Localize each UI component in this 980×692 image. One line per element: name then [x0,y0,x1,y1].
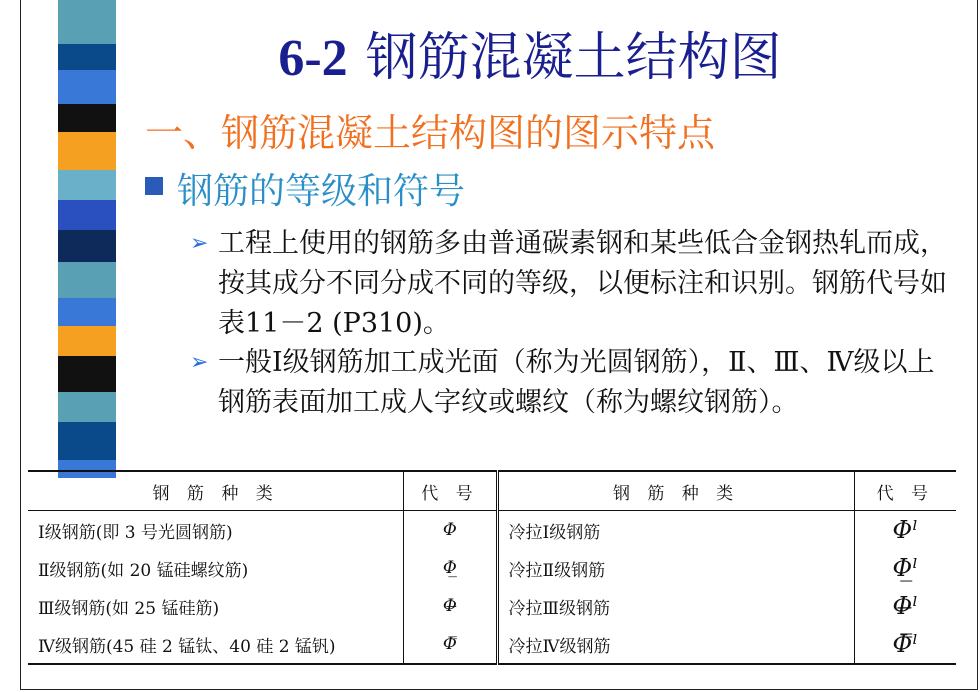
square-bullet-icon [145,177,163,195]
table-row [28,587,956,625]
subsection-heading-text: 钢筋的等级和符号 [177,171,466,212]
bullet-text: 一般Ⅰ级钢筋加工成光面（称为光圆钢筋），Ⅱ、Ⅲ、Ⅳ级以上钢筋表面加工成人字纹或螺纹（称为螺纹钢筋）。 [218,347,935,418]
rebar-table [28,470,956,665]
table-cell: Φˡ [892,516,919,544]
title-number: 6-2 [278,30,348,87]
arrow-bullet-icon: ➢ [190,350,209,375]
bullet-item [190,343,950,423]
table-header: 钢 筋 种 类 [28,471,404,511]
title-text: 钢筋混凝土结构图 [365,28,782,88]
table-cell: Φ̲ [404,549,497,587]
section-heading: 一、钢筋混凝土结构图的图示特点 [145,111,716,155]
table-cell: Φ [404,511,497,550]
table-cell: Ⅱ级钢筋(如 20 锰硅螺纹筋) [28,549,404,587]
subsection-heading [145,170,465,214]
table-cell: Ⅰ级钢筋(即 3 号光圆钢筋) [28,511,404,550]
table-cell: Φ̿ˡ [892,630,919,658]
table-header: 代 号 [404,471,497,511]
table-cell: Φ̿ [404,625,497,664]
table-row [28,549,956,587]
table-cell: Φ̶ [404,587,497,625]
table-row [28,625,956,664]
page-title [120,28,940,89]
bullet-text: 工程上使用的钢筋多由普通碳素钢和某些低合金钢热轧而成，按其成分不同分成不同的等级，以便标注和识别。钢筋代号如表11－2 (P310)。 [218,228,947,339]
table-cell: Ⅳ级钢筋(45 硅 2 锰钛、40 硅 2 锰钒) [28,625,404,664]
table-cell: Φ̲ˡ [892,554,919,582]
arrow-bullet-icon: ➢ [190,231,209,256]
table-cell: 冷拉Ⅲ级钢筋 [497,587,854,625]
table-header: 钢 筋 种 类 [497,471,854,511]
table-cell: Φ̶ˡ [892,592,919,620]
table-header-row [28,471,956,511]
table-row [28,511,956,550]
table-header: 代 号 [876,483,934,504]
table-cell: Ⅲ级钢筋(如 25 锰硅筋) [28,587,404,625]
table-cell: 冷拉Ⅱ级钢筋 [497,549,854,587]
bullet-item [190,224,950,344]
table-cell: 冷拉Ⅳ级钢筋 [497,625,854,664]
decorative-stripe [58,0,116,468]
table-cell: 冷拉Ⅰ级钢筋 [497,511,854,550]
